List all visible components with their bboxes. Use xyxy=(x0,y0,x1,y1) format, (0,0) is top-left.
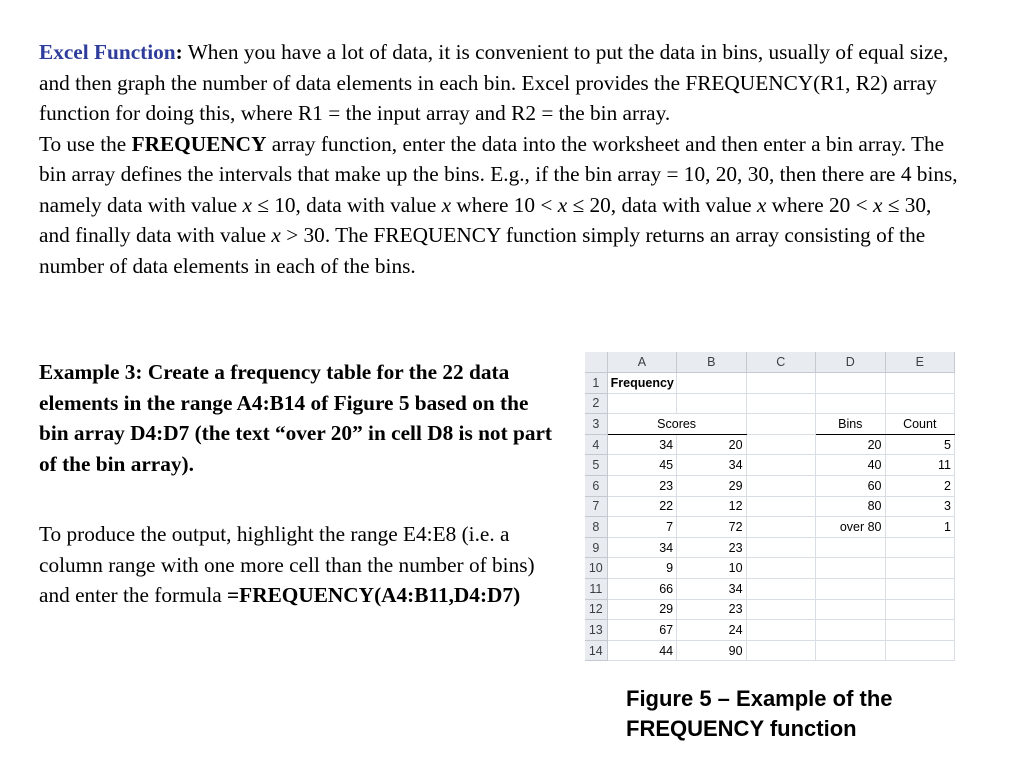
cell-a7[interactable]: 22 xyxy=(607,496,676,517)
cell-d10[interactable] xyxy=(816,558,885,579)
lead-term: Excel Function xyxy=(39,40,176,64)
cell-d11[interactable] xyxy=(816,579,885,600)
cell-b13[interactable]: 24 xyxy=(677,620,746,641)
cell-c4[interactable] xyxy=(746,434,815,455)
cell-c1[interactable] xyxy=(746,373,815,394)
var-x: x xyxy=(441,192,452,217)
intro-p2-a: To use the xyxy=(39,131,132,156)
cell-b5[interactable]: 34 xyxy=(677,455,746,476)
intro-p2-h: > 30. The FREQUENCY function simply returns an array consisting of the number of data elements in each of the bins. xyxy=(39,223,926,278)
row-header[interactable]: 14 xyxy=(585,640,607,661)
cell-e4[interactable]: 5 xyxy=(885,434,954,455)
example-heading: Example 3: Create a frequency table for the 22 data elements in the range A4:B14 of Figure 5 based on the bin array D4:D7 (the text “over 20” in cell D8 is not part of the bin array). xyxy=(39,360,553,476)
row-header[interactable]: 8 xyxy=(585,517,607,538)
cell-b14[interactable]: 90 xyxy=(677,640,746,661)
cell-e6[interactable]: 2 xyxy=(885,476,954,497)
cell-b8[interactable]: 72 xyxy=(677,517,746,538)
intro-p2-b: array function, enter the data into the worksheet and then enter a bin array. The bin array defines the intervals that make up the bins. E.g., if the bin array = 10, 20, 30, then there are 4 bins, namely data with value xyxy=(39,131,958,217)
intro-p2-e: ≤ 20, data with value xyxy=(567,192,757,217)
cell-b9[interactable]: 23 xyxy=(677,537,746,558)
intro-p2-g: ≤ 30, and finally data with value xyxy=(39,192,932,247)
cell-d4[interactable]: 20 xyxy=(816,434,885,455)
cell-d2[interactable] xyxy=(816,393,885,414)
row-header[interactable]: 5 xyxy=(585,455,607,476)
cell-a1[interactable]: Frequency xyxy=(607,373,676,394)
cell-b12[interactable]: 23 xyxy=(677,599,746,620)
cell-c2[interactable] xyxy=(746,393,815,414)
var-x: x xyxy=(242,192,252,217)
cell-c14[interactable] xyxy=(746,640,815,661)
column-header-e[interactable]: E xyxy=(885,352,954,373)
column-header-row xyxy=(585,352,955,373)
cell-e3[interactable]: Count xyxy=(885,414,954,435)
cell-c8[interactable] xyxy=(746,517,815,538)
cell-a2[interactable] xyxy=(607,393,676,414)
table-row xyxy=(585,455,955,476)
cell-a12[interactable]: 29 xyxy=(607,599,676,620)
intro-p2-c: ≤ 10, data with value xyxy=(251,192,442,217)
column-header-c[interactable]: C xyxy=(746,352,815,373)
row-header[interactable]: 13 xyxy=(585,620,607,641)
row-header[interactable]: 3 xyxy=(585,414,607,435)
intro-text xyxy=(39,37,967,281)
intro-p2-d: where 10 < xyxy=(451,192,558,217)
cell-e14[interactable] xyxy=(885,640,954,661)
cell-d3[interactable]: Bins xyxy=(816,414,885,435)
cell-d1[interactable] xyxy=(816,373,885,394)
cell-d13[interactable] xyxy=(816,620,885,641)
cell-e10[interactable] xyxy=(885,558,954,579)
intro-p2-f: where 20 < xyxy=(766,192,873,217)
cell-b7[interactable]: 12 xyxy=(677,496,746,517)
table-row xyxy=(585,496,955,517)
cell-b2[interactable] xyxy=(677,393,746,414)
cell-e13[interactable] xyxy=(885,620,954,641)
intro-paragraph-1 xyxy=(39,37,967,129)
spreadsheet-grid xyxy=(585,352,955,661)
cell-a14[interactable]: 44 xyxy=(607,640,676,661)
cell-a13[interactable]: 67 xyxy=(607,620,676,641)
cell-b10[interactable]: 10 xyxy=(677,558,746,579)
cell-e12[interactable] xyxy=(885,599,954,620)
intro-p1-text: When you have a lot of data, it is convenient to put the data in bins, usually of equal size, and then graph the number of data elements in each bin. Excel provides the FREQUENCY(R1, R2) array function for doing this, where R1 = the input array and R2 = the bin array. xyxy=(39,40,949,125)
var-x: x xyxy=(557,192,568,217)
table-row xyxy=(585,620,955,641)
cell-d5[interactable]: 40 xyxy=(816,455,885,476)
table-row xyxy=(585,393,955,414)
cell-e11[interactable] xyxy=(885,579,954,600)
cell-a5[interactable]: 45 xyxy=(607,455,676,476)
table-row xyxy=(585,558,955,579)
column-header-b[interactable]: B xyxy=(677,352,746,373)
cell-c10[interactable] xyxy=(746,558,815,579)
table-row xyxy=(585,434,955,455)
cell-d7[interactable]: 80 xyxy=(816,496,885,517)
table-row xyxy=(585,517,955,538)
lead-colon: : xyxy=(175,40,183,64)
table-row xyxy=(585,476,955,497)
cell-c5[interactable] xyxy=(746,455,815,476)
cell-a3[interactable]: Scores xyxy=(607,414,746,435)
cell-d9[interactable] xyxy=(816,537,885,558)
cell-a8[interactable]: 7 xyxy=(607,517,676,538)
cell-a6[interactable]: 23 xyxy=(607,476,676,497)
cell-d8[interactable]: over 80 xyxy=(816,517,885,538)
cell-c9[interactable] xyxy=(746,537,815,558)
cell-d12[interactable] xyxy=(816,599,885,620)
row-header[interactable]: 4 xyxy=(585,434,607,455)
table-row xyxy=(585,537,955,558)
produce-instructions xyxy=(39,519,559,611)
cell-c13[interactable] xyxy=(746,620,815,641)
var-x: x xyxy=(271,223,281,247)
row-header[interactable]: 2 xyxy=(585,393,607,414)
cell-b4[interactable]: 20 xyxy=(677,434,746,455)
cell-e1[interactable] xyxy=(885,373,954,394)
column-header-a[interactable]: A xyxy=(607,352,676,373)
cell-b1[interactable] xyxy=(677,373,746,394)
table-row xyxy=(585,373,955,394)
cell-a10[interactable]: 9 xyxy=(607,558,676,579)
cell-e5[interactable]: 11 xyxy=(885,455,954,476)
select-all-corner[interactable] xyxy=(585,352,607,373)
produce-text: To produce the output, highlight the range E4:E8 (i.e. a column range with one more cell than the number of bins) and enter the formula xyxy=(39,522,535,607)
row-header[interactable]: 6 xyxy=(585,476,607,497)
row-header[interactable]: 7 xyxy=(585,496,607,517)
var-x: x xyxy=(756,192,767,217)
cell-e7[interactable]: 3 xyxy=(885,496,954,517)
cell-c3[interactable] xyxy=(746,414,815,435)
row-header[interactable]: 10 xyxy=(585,558,607,579)
cell-b6[interactable]: 29 xyxy=(677,476,746,497)
intro-paragraph-2 xyxy=(39,129,967,282)
cell-e8[interactable]: 1 xyxy=(885,517,954,538)
cell-c12[interactable] xyxy=(746,599,815,620)
intro-p2-bold: FREQUENCY xyxy=(131,131,267,156)
row-header[interactable]: 1 xyxy=(585,373,607,394)
cell-a11[interactable]: 66 xyxy=(607,579,676,600)
formula-text: =FREQUENCY(A4:B11,D4:D7) xyxy=(227,583,521,607)
cell-e2[interactable] xyxy=(885,393,954,414)
row-header[interactable]: 11 xyxy=(585,579,607,600)
cell-a9[interactable]: 34 xyxy=(607,537,676,558)
cell-e9[interactable] xyxy=(885,537,954,558)
table-row xyxy=(585,579,955,600)
row-header[interactable]: 9 xyxy=(585,537,607,558)
cell-d14[interactable] xyxy=(816,640,885,661)
cell-d6[interactable]: 60 xyxy=(816,476,885,497)
row-header[interactable]: 12 xyxy=(585,599,607,620)
var-x: x xyxy=(872,192,883,217)
figure-caption: Figure 5 – Example of the FREQUENCY function xyxy=(626,686,893,741)
cell-c6[interactable] xyxy=(746,476,815,497)
spreadsheet-figure xyxy=(585,352,955,677)
cell-c11[interactable] xyxy=(746,579,815,600)
table-row xyxy=(585,414,955,435)
cell-b11[interactable]: 34 xyxy=(677,579,746,600)
table-row xyxy=(585,640,955,661)
column-header-d[interactable]: D xyxy=(816,352,885,373)
cell-c7[interactable] xyxy=(746,496,815,517)
table-row xyxy=(585,599,955,620)
spreadsheet-body xyxy=(585,373,955,661)
cell-a4[interactable]: 34 xyxy=(607,434,676,455)
